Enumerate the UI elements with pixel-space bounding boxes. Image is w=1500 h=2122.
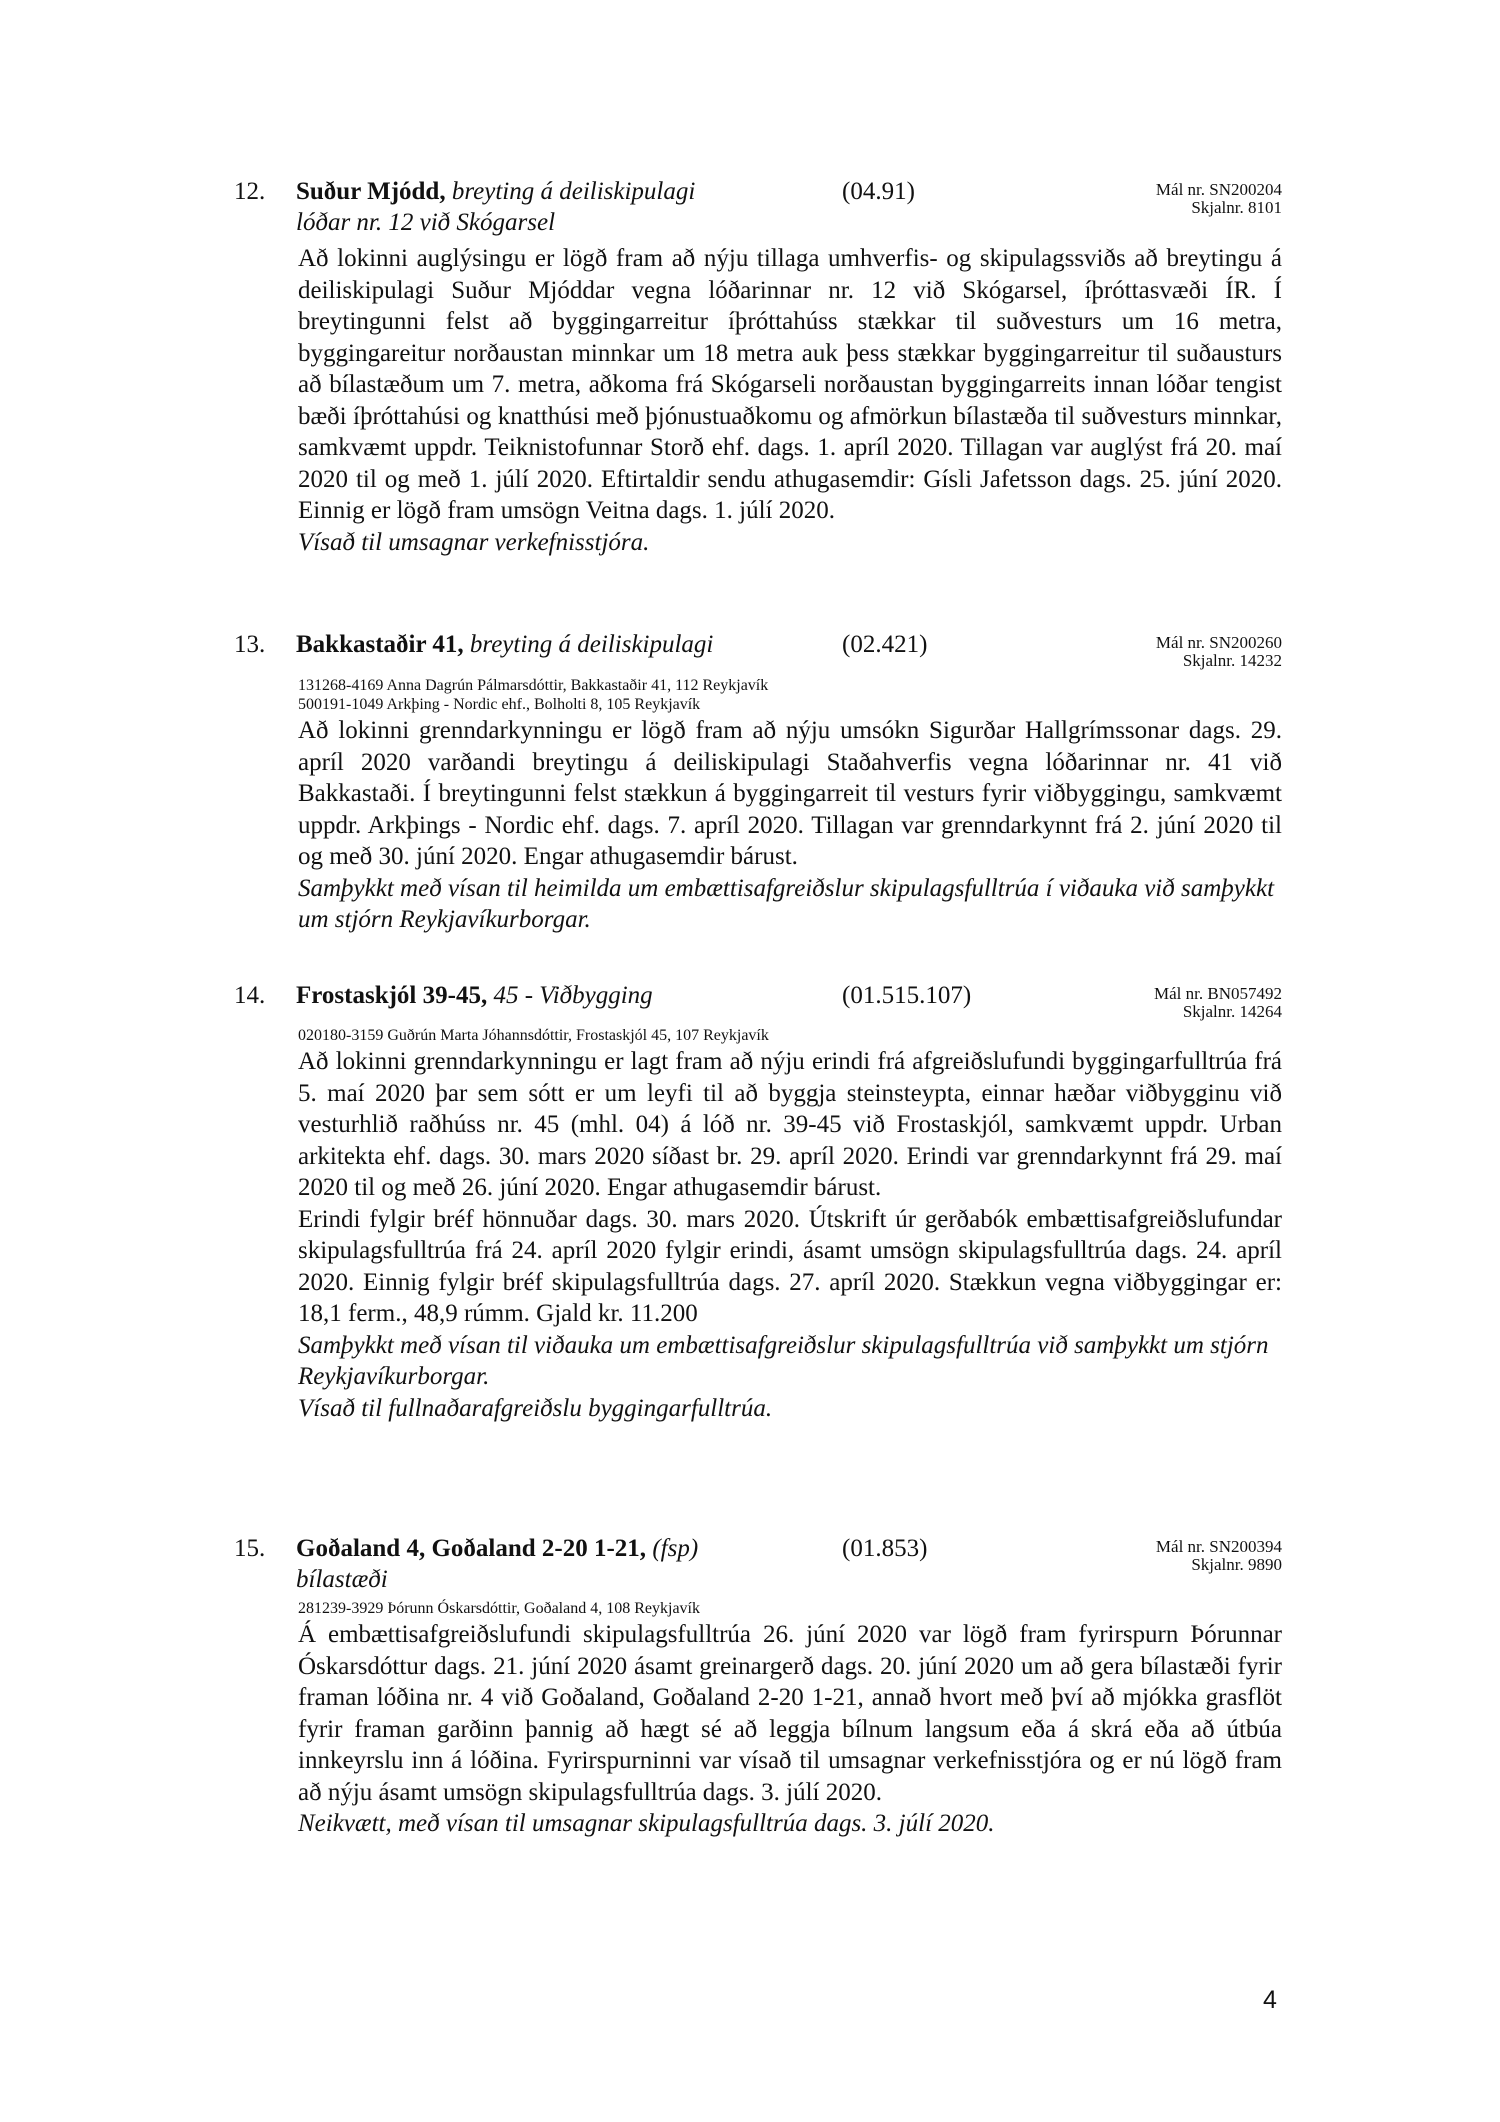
- document-number: Skjalnr. 9890: [1191, 1555, 1282, 1574]
- applicants: [298, 1026, 769, 1045]
- decision-text: Samþykkt með vísan til viðauka um embættisafgreiðslur skipulagsfulltrúa við samþykkt um stjórn Reykjavíkurborgar.: [298, 1331, 1269, 1390]
- body-text: Á embættisafgreiðslufundi skipulagsfulltrúa 26. júní 2020 var lögð fram fyrirspurn Þórunnar Óskarsdóttur dags. 21. júní 2020 ásamt greinargerð dags. 20. júní 2020 um að gera bílastæði fyrir framan lóðina nr. 4 við Goðaland, Goðaland 2-20 1-21, annað hvort með því að mjókka grasflöt fyrir framan garðinn þannig að hægt sé að leggja bílnum langsum eða á skrá eða að útbúa innkeyrslu inn á lóðina. Fyrirspurninni var vísað til umsagnar verkefnisstjóra og er nú lögð fram að nýju ásamt umsögn skipulagsfulltrúa dags. 3. júlí 2020.: [298, 1621, 1282, 1806]
- item-code: (01.853): [842, 1535, 928, 1562]
- item-description: breyting á deiliskipulagi: [451, 178, 696, 205]
- case-number: Mál nr. SN200260: [1155, 633, 1282, 652]
- applicant: 500191-1049 Arkþing - Nordic ehf., Bolholti 8, 105 Reykjavík: [298, 696, 701, 713]
- document-number: Skjalnr. 14264: [1182, 1002, 1282, 1021]
- item-description: (fsp): [652, 1535, 699, 1562]
- item-description: breyting á deiliskipulagi: [469, 631, 714, 658]
- decision-text-secondary: Vísað til fullnaðarafgreiðslu byggingarfulltrúa.: [298, 1394, 773, 1422]
- item-description-cont: lóðar nr. 12 við Skógarsel: [296, 209, 556, 236]
- item-name: Bakkastaðir 41,: [296, 631, 464, 658]
- body-text: Að lokinni grenndarkynningu er lögð fram að nýju umsókn Sigurðar Hallgrímssonar dags. 29. apríl 2020 varðandi breytingu á deiliskipulagi Staðahverfis vegna lóðarinnar nr. 41 við Bakkastaði. Í breytingunni felst stækkun á byggingarreit til vesturs fyrir viðbyggingu, samkvæmt uppdr. Arkþings - Nordic ehf. dags. 7. apríl 2020. Tillagan var grenndarkynnt frá 2. júní 2020 til og með 30. júní 2020. Engar athugasemdir bárust.: [298, 717, 1282, 870]
- item-number: 14.: [234, 982, 266, 1009]
- page-number: 4: [1263, 1986, 1277, 2014]
- item-body: [298, 715, 1282, 936]
- item-code: (04.91): [842, 178, 915, 205]
- item-code: (01.515.107): [842, 982, 972, 1009]
- decision-text: Neikvætt, með vísan til umsagnar skipulagsfulltrúa dags. 3. júlí 2020.: [298, 1810, 995, 1837]
- case-numbers: [1156, 634, 1282, 670]
- item-description-cont: bílastæði: [296, 1566, 388, 1593]
- item-description: 45 - Viðbygging: [493, 982, 653, 1009]
- applicant: 020180-3159 Guðrún Marta Jóhannsdóttir, Frostaskjól 45, 107 Reykjavík: [298, 1027, 769, 1044]
- decision-text: Samþykkt með vísan til heimilda um embættisafgreiðslur skipulagsfulltrúa í viðauka við samþykkt um stjórn Reykjavíkurborgar.: [298, 874, 1275, 933]
- item-title: [296, 178, 695, 206]
- item-name: Frostaskjól 39-45,: [296, 982, 488, 1009]
- case-number: Mál nr. BN057492: [1154, 984, 1282, 1003]
- item-body: [298, 243, 1282, 558]
- body-text: Að lokinni auglýsingu er lögð fram að nýju tillaga umhverfis- og skipulagssviðs að breytingu á deiliskipulagi Suður Mjóddar vegna lóðarinnar nr. 12 við Skógarsel, íþróttasvæði ÍR. Í breytingunni felst að byggingarreitur íþróttahúss stækkar til suðvesturs um 16 metra, byggingareitur norðaustan minnkar um 18 metra auk þess stækkar byggingarreitur til suðausturs að bílastæðum um 7. metra, aðkoma frá Skógarseli norðaustan byggingarreits innan lóðar tengist bæði íþróttahúsi og knatthúsi með þjónustuaðkomu og afmörkun bílastæða til suðvesturs minnkar, samkvæmt uppdr. Teiknistofunnar Storð ehf. dags. 1. apríl 2020. Tillagan var auglýst frá 20. maí 2020 til og með 1. júlí 2020. Eftirtaldir sendu athugasemdir: Gísli Jafetsson dags. 25. júní 2020. Einnig er lögð fram umsögn Veitna dags. 1. júlí 2020.: [298, 245, 1282, 524]
- case-numbers: [1156, 181, 1282, 217]
- document-number: Skjalnr. 14232: [1182, 651, 1282, 670]
- decision-text: Vísað til umsagnar verkefnisstjóra.: [298, 528, 650, 556]
- item-number: 12.: [234, 178, 266, 205]
- item-name: Goðaland 4, Goðaland 2-20 1-21,: [296, 1535, 647, 1562]
- case-number: Mál nr. SN200204: [1155, 180, 1282, 199]
- item-number: 13.: [234, 631, 266, 658]
- case-numbers: [1154, 985, 1282, 1021]
- applicants: [298, 676, 768, 714]
- item-code: (02.421): [842, 631, 928, 658]
- applicant: 131268-4169 Anna Dagrún Pálmarsdóttir, Bakkastaðir 41, 112 Reykjavík: [298, 677, 769, 694]
- body-text: Að lokinni grenndarkynningu er lagt fram að nýju erindi frá afgreiðslufundi byggingarfulltrúa frá 5. maí 2020 þar sem sótt er um leyfi til að byggja steinsteypta, einnar hæðar viðbygginu við vesturhlið raðhúss nr. 45 (mhl. 04) á lóð nr. 39-45 við Frostaskjól, samkvæmt uppdr. Urban arkitekta ehf. dags. 30. mars 2020 síðast br. 29. apríl 2020. Erindi var grenndarkynnt frá 29. maí 2020 til og með 26. júní 2020. Engar athugasemdir bárust.: [298, 1048, 1282, 1201]
- item-number: 15.: [234, 1535, 266, 1562]
- item-title: [296, 982, 653, 1010]
- case-number: Mál nr. SN200394: [1155, 1537, 1282, 1556]
- item-body: [298, 1619, 1282, 1840]
- case-numbers: [1156, 1538, 1282, 1574]
- item-body: [298, 1046, 1282, 1424]
- document-number: Skjalnr. 8101: [1191, 198, 1282, 217]
- applicant: 281239-3929 Þórunn Óskarsdóttir, Goðaland 4, 108 Reykjavík: [298, 1600, 700, 1617]
- applicants: [298, 1599, 700, 1618]
- item-title: [296, 631, 713, 659]
- item-name: Suður Mjódd,: [296, 178, 446, 205]
- body-text-continued: Erindi fylgir bréf hönnuðar dags. 30. mars 2020. Útskrift úr gerðabók embættisafgreiðslufundar skipulagsfulltrúa frá 24. apríl 2020 fylgir erindi, ásamt umsögn skipulagsfulltrúa dags. 24. apríl 2020. Einnig fylgir bréf skipulagsfulltrúa dags. 27. apríl 2020. Stækkun vegna viðbyggingar er: 18,1 ferm., 48,9 rúmm. Gjald kr. 11.200: [298, 1205, 1282, 1327]
- item-title: [296, 1535, 698, 1563]
